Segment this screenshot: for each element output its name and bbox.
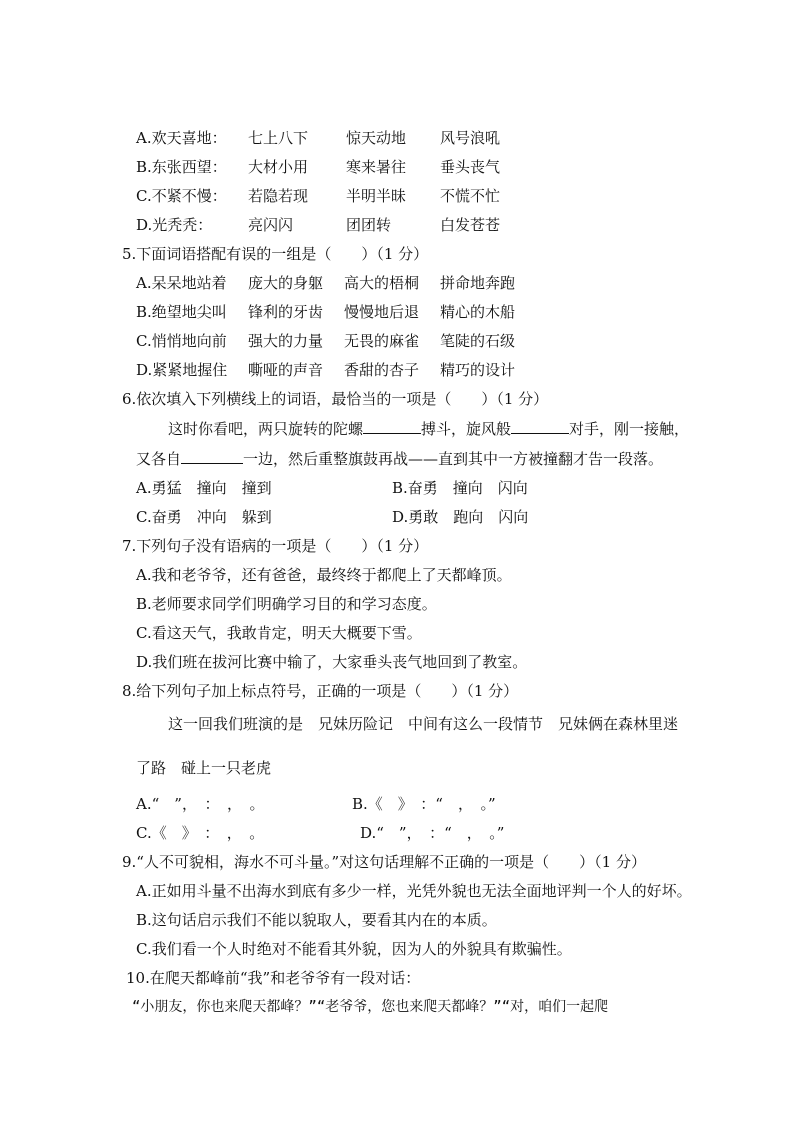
q5-b-1: B.绝望地尖叫	[136, 303, 227, 321]
q8-stem: 8.给下列句子加上标点符号，正确的一项是（ ）（1 分）	[122, 682, 519, 700]
q4-c-label: C.不紧不慢：	[136, 187, 227, 205]
q8-option-d: D.“ ”， ：“ ， 。”	[360, 824, 505, 842]
q8-passage-line1: 这一回我们班演的是 兄妹历险记 中间有这么一段情节 兄妹俩在森林里迷	[168, 715, 679, 733]
q8-option-c: C.《 》 ： ， 。	[136, 824, 265, 842]
q5-c-1: C.悄悄地向前	[136, 332, 227, 350]
q4-c-word2: 半明半昧	[346, 187, 407, 205]
q9-stem: 9.“人不可貌相，海水不可斗量。”对这句话理解不正确的一项是（ ）（1 分）	[122, 853, 646, 871]
q6-blank-3	[181, 449, 243, 464]
q7-option-c: C.看这天气，我敢肯定，明天大概要下雪。	[136, 624, 422, 642]
q5-c-3: 无畏的麻雀	[344, 332, 420, 350]
q4-a-word3: 风号浪吼	[440, 129, 501, 147]
q6-passage-e: 一边，然后重整旗鼓再战——直到其中一方被撞翻才告一段落。	[243, 450, 664, 468]
q5-c-4: 笔陡的石级	[440, 332, 516, 350]
q6-passage-c: 对手，刚一接触，	[569, 420, 690, 438]
q6-blank-2	[511, 419, 569, 434]
q5-d-1: D.紧紧地握住	[136, 361, 228, 379]
q6-passage-d: 又各自	[136, 450, 182, 468]
q4-b-word1: 大材小用	[248, 158, 309, 176]
q6-passage-a: 这时你看吧，两只旋转的陀螺	[168, 420, 364, 438]
q5-d-4: 精巧的设计	[440, 361, 516, 379]
q5-b-4: 精心的木船	[440, 303, 516, 321]
q7-option-d: D.我们班在拔河比赛中输了，大家垂头丧气地回到了教室。	[136, 653, 528, 671]
q7-stem: 7.下列句子没有语病的一项是（ ）（1 分）	[122, 537, 429, 555]
q4-d-word1: 亮闪闪	[248, 216, 294, 234]
q5-a-2: 庞大的身躯	[248, 274, 324, 292]
q9-option-a: A.正如用斗量不出海水到底有多少一样，光凭外貌也无法全面地评判一个人的好坏。	[136, 882, 692, 900]
q4-c-word1: 若隐若现	[248, 187, 309, 205]
q4-b-word3: 垂头丧气	[440, 158, 501, 176]
q6-passage-line1	[168, 419, 689, 439]
q6-blank-1	[363, 419, 421, 434]
q7-option-b: B.老师要求同学们明确学习目的和学习态度。	[136, 595, 437, 613]
q4-a-word1: 七上八下	[248, 129, 309, 147]
q4-d-label: D.光秃秃：	[136, 216, 213, 234]
q5-d-2: 嘶哑的声音	[248, 361, 324, 379]
q4-b-word2: 寒来暑往	[346, 158, 407, 176]
q6-option-a: A.勇猛 撞向 撞到	[136, 479, 272, 497]
q8-option-a: A.“ ”， ： ， 。	[136, 795, 265, 813]
q10-stem: 10.在爬天都峰前“我”和老爷爷有一段对话：	[126, 969, 421, 987]
q4-b-label: B.东张西望：	[136, 158, 227, 176]
q10-dialogue: “小朋友，你也来爬天都峰？”“老爷爷，您也来爬天都峰？”“对，咱们一起爬	[132, 999, 609, 1015]
q5-b-2: 锋利的牙齿	[248, 303, 324, 321]
q4-c-word3: 不慌不忙	[440, 187, 501, 205]
q5-a-4: 拼命地奔跑	[440, 274, 516, 292]
q9-option-c: C.我们看一个人时绝对不能看其外貌，因为人的外貌具有欺骗性。	[136, 940, 572, 958]
q6-option-b: B.奋勇 撞向 闪向	[392, 479, 528, 497]
q5-b-3: 慢慢地后退	[344, 303, 420, 321]
q4-a-word2: 惊天动地	[346, 129, 407, 147]
q4-a-label: A.欢天喜地：	[136, 129, 227, 147]
q9-option-b: B.这句话启示我们不能以貌取人，要看其内在的本质。	[136, 911, 497, 929]
q5-c-2: 强大的力量	[248, 332, 324, 350]
q6-stem: 6.依次填入下列横线上的词语，最恰当的一项是（ ）（1 分）	[122, 390, 549, 408]
q6-option-c: C.奋勇 冲向 躲到	[136, 508, 272, 526]
q5-a-3: 高大的梧桐	[344, 274, 420, 292]
q6-passage-b: 搏斗，旋风般	[421, 420, 512, 438]
q7-option-a: A.我和老爷爷，还有爸爸，最终终于都爬上了天都峰顶。	[136, 566, 512, 584]
q4-d-word2: 团团转	[346, 216, 392, 234]
q5-stem: 5.下面词语搭配有误的一组是（ ）（1 分）	[122, 245, 429, 263]
q4-d-word3: 白发苍苍	[440, 216, 501, 234]
q6-option-d: D.勇敢 跑向 闪向	[392, 508, 529, 526]
q5-d-3: 香甜的杏子	[344, 361, 420, 379]
q8-option-b: B.《 》 ：“ ， 。”	[352, 795, 496, 813]
q8-passage-line2: 了路 碰上一只老虎	[136, 759, 272, 777]
q5-a-1: A.呆呆地站着	[136, 274, 227, 292]
q6-passage-line2	[136, 449, 663, 469]
